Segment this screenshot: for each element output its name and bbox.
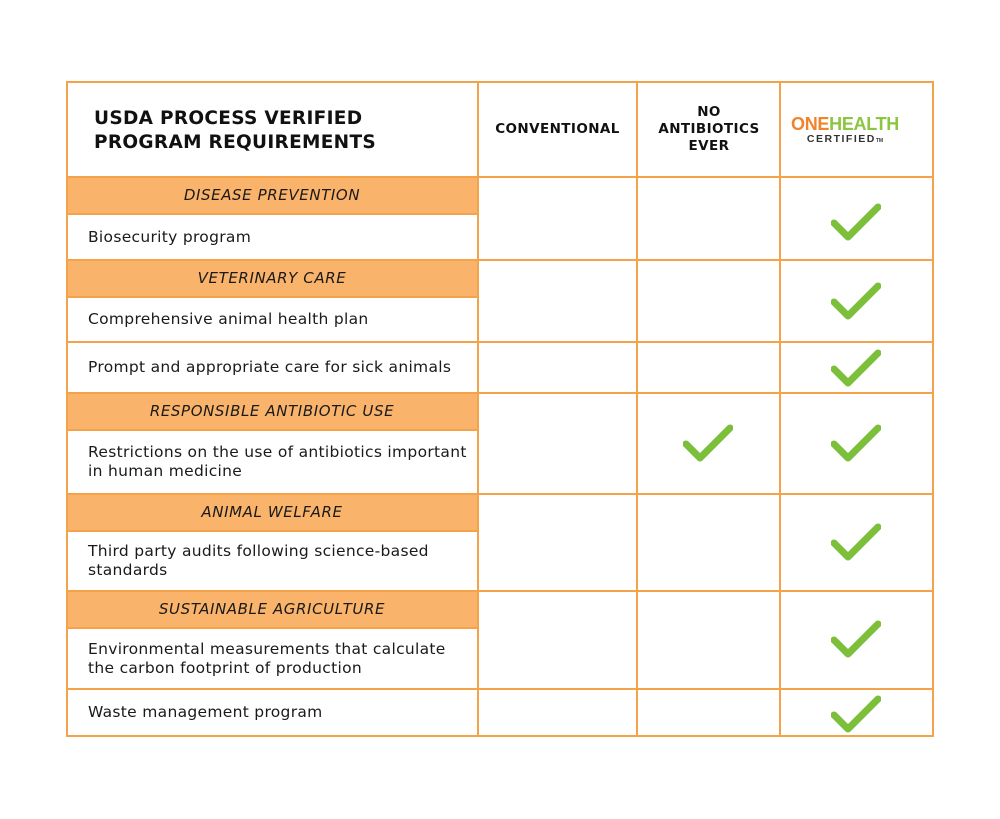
- logo-tm-text: TM: [875, 138, 884, 144]
- comparison-table: [66, 81, 934, 737]
- checkmark-icon: [831, 422, 881, 464]
- column-header-conventional: CONVENTIONAL: [495, 120, 620, 137]
- checkmark-icon: [831, 201, 881, 243]
- requirement-antibiotic-restrictions: Restrictions on the use of antibiotics important in human medicine: [88, 443, 467, 480]
- checkmark-icon: [831, 521, 881, 563]
- row-divider: [66, 259, 934, 261]
- requirement-biosecurity: Biosecurity program: [88, 227, 252, 246]
- border-right: [932, 81, 934, 737]
- col-divider-2: [636, 81, 638, 737]
- border-bottom: [66, 735, 934, 737]
- requirement-third-party-audits: Third party audits following science-based standards: [88, 542, 429, 579]
- checkmark-icon: [831, 618, 881, 660]
- checkmark-icon: [831, 693, 881, 735]
- checkmark-icon: [831, 280, 881, 322]
- checkmark-icon: [683, 422, 733, 464]
- logo-health-text: HEALTH: [829, 114, 899, 134]
- category-disease-prevention: DISEASE PREVENTION: [66, 177, 478, 213]
- col-divider-1: [477, 81, 479, 737]
- category-responsible-antibiotic-use: RESPONSIBLE ANTIBIOTIC USE: [66, 393, 478, 429]
- requirement-animal-health-plan: Comprehensive animal health plan: [88, 310, 369, 328]
- onehealth-certified-logo: [780, 115, 910, 145]
- logo-certified-text: CERTIFIED: [806, 133, 876, 145]
- category-sustainable-agriculture: SUSTAINABLE AGRICULTURE: [66, 591, 478, 627]
- row-divider: [66, 392, 934, 394]
- column-header-no-antibiotics-ever: NO ANTIBIOTICS EVER: [658, 103, 760, 154]
- requirement-environmental-measurements: Environmental measurements that calculate the carbon footprint of production: [88, 639, 446, 677]
- table-title: USDA PROCESS VERIFIED PROGRAM REQUIREMENTS: [94, 108, 377, 153]
- category-veterinary-care: VETERINARY CARE: [66, 260, 478, 296]
- border-left: [66, 81, 68, 737]
- checkmark-icon: [831, 347, 881, 389]
- row-divider: [66, 590, 934, 592]
- logo-one-text: ONE: [791, 114, 830, 134]
- row-divider: [66, 493, 934, 495]
- category-animal-welfare: ANIMAL WELFARE: [66, 494, 478, 530]
- requirement-waste-management: Waste management program: [88, 703, 323, 721]
- requirement-care-sick-animals: Prompt and appropriate care for sick animals: [88, 358, 452, 376]
- col-divider-3: [779, 81, 781, 737]
